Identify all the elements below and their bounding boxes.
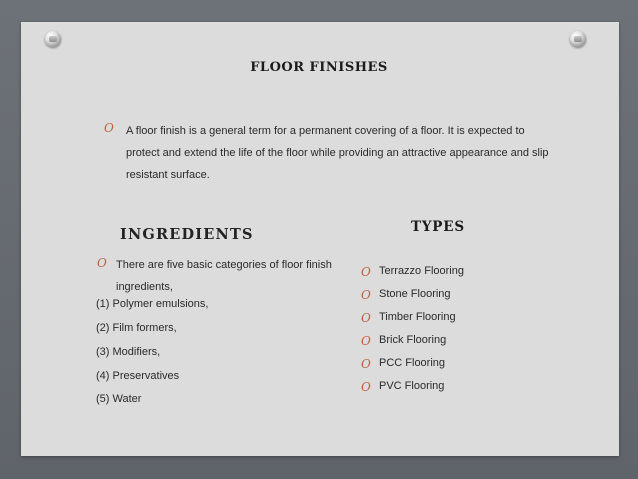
screw-icon	[570, 31, 586, 47]
bullet-icon: O	[361, 334, 371, 348]
ingredients-heading: INGREDIENTS	[120, 226, 254, 243]
bullet-icon: O	[361, 357, 371, 371]
bullet-icon: O	[361, 288, 371, 302]
ingredient-item: (3) Modifiers,	[96, 346, 161, 358]
bullet-icon: O	[361, 311, 371, 325]
ingredient-item: (2) Film formers,	[96, 322, 177, 334]
type-item: PVC Flooring	[379, 380, 445, 392]
slide-panel	[21, 22, 619, 456]
bullet-icon: O	[361, 265, 371, 279]
type-item: Timber Flooring	[379, 311, 456, 323]
type-item: Terrazzo Flooring	[379, 265, 464, 277]
ingredient-item: (4) Preservatives	[96, 370, 180, 382]
type-item: Stone Flooring	[379, 288, 451, 300]
ingredients-intro: There are five basic categories of floor finish ingredients,	[116, 259, 332, 293]
ingredient-item: (5) Water	[96, 393, 142, 405]
screw-icon	[45, 31, 61, 47]
intro-paragraph: A floor finish is a general term for a permanent covering of a floor. It is expected to protect and extend the life of the floor while providing an attractive appearance and slip resistant surface.	[126, 125, 549, 181]
bullet-icon: O	[361, 380, 371, 394]
type-item: Brick Flooring	[379, 334, 447, 346]
bullet-icon: O	[97, 256, 107, 270]
ingredient-item: (1) Polymer emulsions,	[96, 298, 209, 310]
slide-title: FLOOR FINISHES	[250, 60, 388, 75]
types-heading: TYPES	[411, 219, 465, 235]
bullet-icon: O	[104, 121, 114, 135]
type-item: PCC Flooring	[379, 357, 446, 369]
